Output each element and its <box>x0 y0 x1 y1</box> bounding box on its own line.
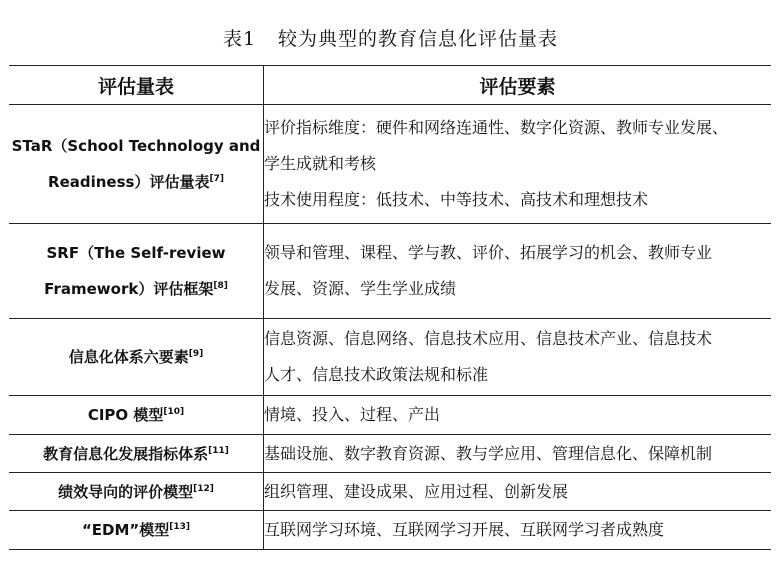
elements-line: 领导和管理、课程、学与教、评价、拓展学习的机会、教师专业 <box>264 243 713 262</box>
scale-name-line: CIPO 模型 <box>87 406 164 424</box>
scale-cell <box>9 511 264 550</box>
table-row <box>9 105 771 224</box>
table-row <box>9 435 771 473</box>
elements-cell <box>264 473 772 511</box>
evaluation-table <box>9 65 771 550</box>
scale-cell <box>9 319 264 396</box>
elements-cell <box>264 224 772 319</box>
citation-ref: [9] <box>188 349 204 359</box>
table-row <box>9 319 771 396</box>
scale-name-line: 绩效导向的评价模型 <box>58 482 194 501</box>
elements-line: 情境、投入、过程、产出 <box>264 405 441 424</box>
elements-line: 组织管理、建设成果、应用过程、创新发展 <box>264 481 569 501</box>
scale-cell <box>9 105 264 224</box>
header-scale: 评估量表 <box>9 66 264 105</box>
header-elements: 评估要素 <box>264 66 772 105</box>
caption-number: 表1 <box>222 28 257 50</box>
elements-line: 基础设施、数字教育资源、教与学应用、管理信息化、保障机制 <box>264 443 713 463</box>
elements-line: 信息资源、信息网络、信息技术应用、信息技术产业、信息技术 <box>264 329 713 348</box>
scale-cell <box>9 435 264 473</box>
scale-name-line: 信息化体系六要素 <box>68 348 189 366</box>
elements-cell <box>264 319 772 396</box>
elements-line: 评价指标维度：硬件和网络连通性、数字化资源、教师专业发展、 <box>264 118 729 137</box>
scale-name-line: Readiness）评估量表 <box>48 173 210 191</box>
table-row <box>9 473 771 511</box>
elements-cell <box>264 435 772 473</box>
citation-ref: [8] <box>213 281 228 291</box>
elements-line: 互联网学习环境、互联网学习开展、互联网学习者成熟度 <box>264 520 665 539</box>
citation-ref: [12] <box>193 483 214 494</box>
citation-ref: [10] <box>163 407 185 417</box>
scale-cell <box>9 473 264 511</box>
elements-cell <box>264 511 772 550</box>
citation-ref: [7] <box>209 174 224 184</box>
elements-cell <box>264 396 772 435</box>
scale-name-line: “EDM”模型 <box>81 521 170 539</box>
elements-line: 学生成就和考核 <box>264 154 377 173</box>
table-row <box>9 396 771 435</box>
scale-cell <box>9 396 264 435</box>
table-caption <box>0 24 781 51</box>
elements-cell <box>264 105 772 224</box>
scale-name-line: Framework）评估框架 <box>44 280 214 298</box>
scale-name-line: SRF（The Self-review <box>46 244 226 262</box>
table-row <box>9 224 771 319</box>
table-row <box>9 511 771 550</box>
citation-ref: [11] <box>208 445 229 456</box>
elements-line: 技术使用程度：低技术、中等技术、高技术和理想技术 <box>264 190 649 209</box>
header-row <box>9 66 771 105</box>
elements-line: 发展、资源、学生学业成绩 <box>264 279 457 298</box>
scale-name-line: 教育信息化发展指标体系 <box>43 444 209 463</box>
elements-line: 人才、信息技术政策法规和标准 <box>264 365 489 384</box>
caption-title: 较为典型的教育信息化评估量表 <box>278 28 559 50</box>
scale-name-line: STaR（School Technology and <box>11 137 261 155</box>
citation-ref: [13] <box>169 522 191 532</box>
scale-cell <box>9 224 264 319</box>
